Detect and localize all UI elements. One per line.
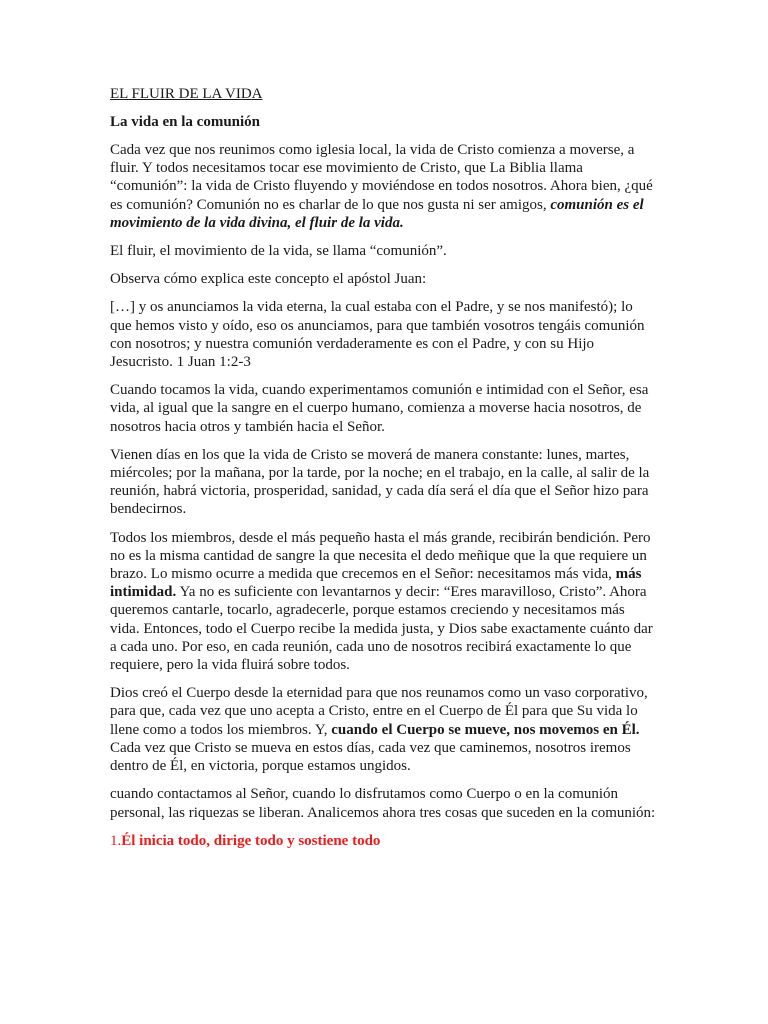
numbered-item-1 [110,832,658,850]
paragraph-1 [110,141,658,232]
paragraph-1-emphasis: comunión es el movimiento de la vida divina, el fluir de la vida. [110,196,644,231]
paragraph-7-part1: Todos los miembros, desde el más pequeño hasta el más grande, recibirán bendición. Pero no es la misma cantidad de sangre la que necesita el dedo meñique que la que requiere un brazo. Lo mismo ocurre a medida que crecemos en el Señor: necesitamos más vida, [110,529,651,583]
scripture-quote: […] y os anunciamos la vida eterna, la cual estaba con el Padre, y se nos manifestó); lo que hemos visto y oído, eso os anunciamos, para que también vosotros tengáis comunión con nosotros; y nuestra comunión verdaderamente es con el Padre, y con su Hijo Jesucristo. 1 Juan 1:2-3 [110,299,645,371]
paragraph-8 [110,684,658,775]
numbered-item-1-number: 1. [110,832,122,849]
paragraph-7-part2: Ya no es suficiente con levantarnos y decir: “Eres maravilloso, Cristo”. Ahora queremos cantarle, tocarlo, agradecerle, porque estamos creciendo y necesitamos más vida. Entonces, todo el Cuerpo recibe la medida justa, y Dios sabe exactamente cuánto dar a cada uno. Por eso, en cada reunión, cada uno de nosotros recibirá exactamente lo que requiere, pero la vida fluirá sobre todos. [110,584,653,674]
paragraph-5: Cuando tocamos la vida, cuando experimentamos comunión e intimidad con el Señor, esa vida, al igual que la sangre en el cuerpo humano, comienza a moverse hacia nosotros, de nosotros hacia otros y también hacia el Señor. [110,382,649,435]
paragraph-8-part2: Cada vez que Cristo se mueva en estos días, cada vez que caminemos, nosotros iremos dentro de Él, en victoria, porque estamos ungidos. [110,739,631,775]
paragraph-2: El fluir, el movimiento de la vida, se llama “comunión”. [110,243,447,260]
paragraph-6: Vienen días en los que la vida de Cristo se moverá de manera constante: lunes, martes, miércoles; por la mañana, por la tarde, por la noche; en el trabajo, en la calle, al salir de la reunión, habrá victoria, prosperidad, sanidad, y cada día será el día que el Señor hizo para bendecirnos. [110,446,650,518]
numbered-item-1-text: Él inicia todo, dirige todo y sostiene todo [121,832,381,849]
document-title: EL FLUIR DE LA VIDA [110,86,263,102]
paragraph-3: Observa cómo explica este concepto el apóstol Juan: [110,271,427,288]
paragraph-9: cuando contactamos al Señor, cuando lo disfrutamos como Cuerpo o en la comunión personal, las riquezas se liberan. Analicemos ahora tres cosas que suceden en la comunión: [110,786,656,821]
section-heading: La vida en la comunión [110,114,261,130]
paragraph-7 [110,529,658,675]
paragraph-8-part1: Dios creó el Cuerpo desde la eternidad para que nos reunamos como un vaso corporativo, para que, cada vez que uno acepta a Cristo, entre en el Cuerpo de Él para que Su vida lo llene como a todos los miembros. Y, [110,685,648,738]
paragraph-8-bold: cuando el Cuerpo se mueve, nos movemos en Él. [331,721,640,738]
paragraph-7-bold: más intimidad. [110,566,642,601]
paragraph-1-text: Cada vez que nos reunimos como iglesia local, la vida de Cristo comienza a moverse, a fluir. Y todos necesitamos tocar ese movimiento de Cristo, que La Biblia llama “comunión”: la vida de Cristo fluyendo y moviéndose en todos nosotros. Ahora bien, ¿qué es comunión? Comunión no es charlar de lo que nos gusta ni ser amigos, [110,142,653,213]
